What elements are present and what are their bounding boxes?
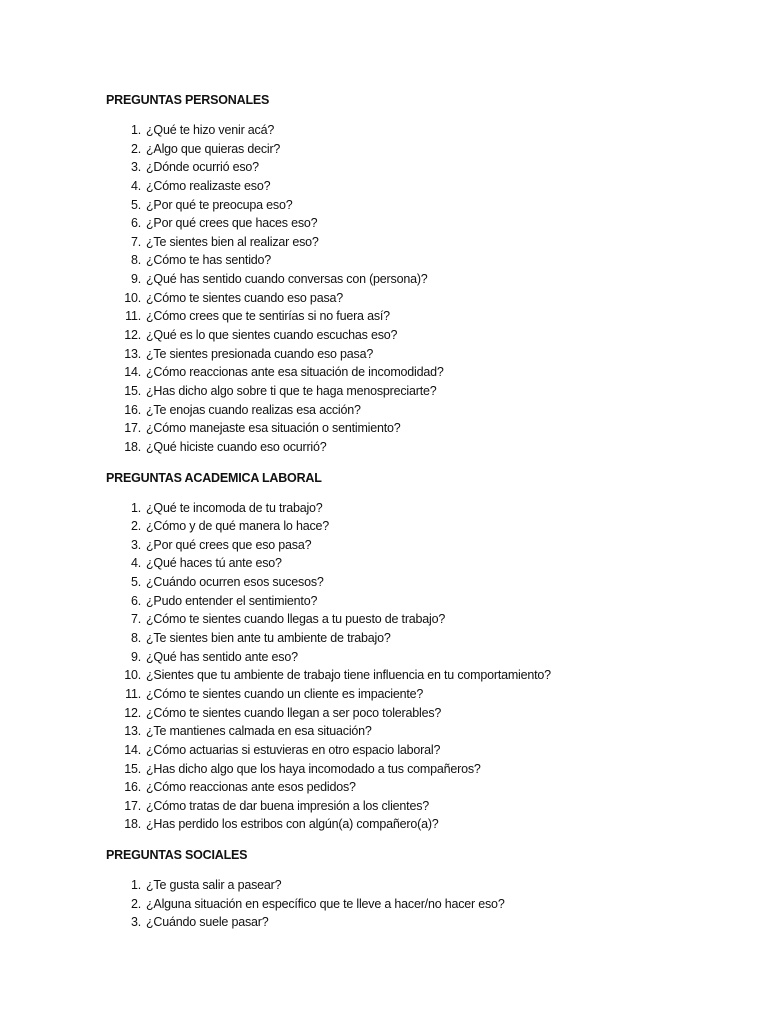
- question-number: 9.: [130, 272, 141, 287]
- list-item: [106, 196, 726, 215]
- question-text: ¿Dónde ocurrió eso?: [146, 160, 259, 175]
- question-number: 2.: [130, 896, 141, 911]
- list-item: [106, 233, 726, 252]
- question-number: 9.: [130, 649, 141, 664]
- list-item: [106, 876, 726, 895]
- question-number: 17.: [124, 798, 141, 813]
- question-text: ¿Cómo y de qué manera lo hace?: [146, 519, 329, 534]
- question-text: ¿Has dicho algo que los haya incomodado a tus compañeros?: [146, 761, 481, 776]
- question-text: ¿Te sientes bien al realizar eso?: [146, 234, 319, 249]
- question-number: 4.: [130, 556, 141, 571]
- question-number: 10.: [124, 668, 141, 683]
- question-number: 3.: [130, 537, 141, 552]
- question-number: 5.: [130, 197, 141, 212]
- question-text: ¿Te sientes bien ante tu ambiente de trabajo?: [146, 631, 391, 646]
- question-text: ¿Has perdido los estribos con algún(a) compañero(a)?: [146, 817, 439, 832]
- list-item: [106, 722, 726, 741]
- list-item: [106, 382, 726, 401]
- question-number: 16.: [124, 402, 141, 417]
- list-item: [106, 401, 726, 420]
- question-text: ¿Cuándo suele pasar?: [146, 915, 269, 930]
- question-text: ¿Qué has sentido ante eso?: [146, 649, 298, 664]
- question-number: 4.: [130, 178, 141, 193]
- question-text: ¿Te sientes presionada cuando eso pasa?: [146, 346, 374, 361]
- question-text: ¿Qué haces tú ante eso?: [146, 556, 282, 571]
- section-title-sociales: PREGUNTAS SOCIALES: [106, 848, 248, 863]
- list-item: [106, 913, 726, 932]
- question-number: 12.: [124, 328, 141, 343]
- question-text: ¿Cómo te sientes cuando eso pasa?: [146, 290, 343, 305]
- question-number: 6.: [130, 216, 141, 231]
- question-text: ¿Cómo realizaste eso?: [146, 178, 271, 193]
- question-text: ¿Has dicho algo sobre ti que te haga menospreciarte?: [146, 383, 437, 398]
- question-number: 13.: [124, 724, 141, 739]
- section-title-academica-laboral: PREGUNTAS ACADEMICA LABORAL: [106, 470, 322, 485]
- question-number: 7.: [130, 234, 141, 249]
- list-item: [106, 289, 726, 308]
- question-text: ¿Sientes que tu ambiente de trabajo tiene influencia en tu comportamiento?: [146, 668, 551, 683]
- question-number: 1.: [130, 878, 141, 893]
- question-number: 3.: [130, 915, 141, 930]
- question-text: ¿Qué es lo que sientes cuando escuchas eso?: [146, 328, 398, 343]
- list-item: [106, 610, 726, 629]
- question-number: 1.: [130, 500, 141, 515]
- question-text: ¿Por qué crees que haces eso?: [146, 216, 318, 231]
- question-text: ¿Qué te hizo venir acá?: [146, 123, 275, 137]
- list-item: [106, 326, 726, 345]
- list-item: [106, 760, 726, 779]
- section-title-personales: PREGUNTAS PERSONALES: [106, 93, 270, 107]
- question-text: ¿Cómo tratas de dar buena impresión a los clientes?: [146, 798, 430, 813]
- question-text: ¿Te mantienes calmada en esa situación?: [146, 724, 372, 739]
- list-item: [106, 629, 726, 648]
- list-item: [106, 251, 726, 270]
- question-text: ¿Qué te incomoda de tu trabajo?: [146, 500, 323, 515]
- list-item: [106, 895, 726, 914]
- list-item: [106, 177, 726, 196]
- list-item: [106, 573, 726, 592]
- question-text: ¿Por qué te preocupa eso?: [146, 197, 293, 212]
- question-number: 16.: [124, 780, 141, 795]
- question-text: ¿Te gusta salir a pasear?: [146, 878, 282, 893]
- list-item: [106, 704, 726, 723]
- list-item: [106, 741, 726, 760]
- question-list-sociales: [106, 876, 726, 932]
- list-item: [106, 140, 726, 159]
- question-text: ¿Te enojas cuando realizas esa acción?: [146, 402, 361, 417]
- question-text: ¿Cómo manejaste esa situación o sentimiento?: [146, 421, 401, 436]
- list-item: [106, 499, 726, 518]
- list-item: [106, 270, 726, 289]
- question-number: 14.: [124, 365, 141, 380]
- question-text: ¿Cómo te sientes cuando un cliente es impaciente?: [146, 686, 424, 701]
- question-text: ¿Qué has sentido cuando conversas con (persona)?: [146, 272, 428, 287]
- question-text: ¿Por qué crees que eso pasa?: [146, 537, 312, 552]
- list-item: [106, 158, 726, 177]
- list-item: [106, 554, 726, 573]
- question-text: ¿Algo que quieras decir?: [146, 141, 281, 156]
- list-item: [106, 815, 726, 834]
- list-item: [106, 345, 726, 364]
- list-item: [106, 121, 726, 140]
- question-number: 8.: [130, 253, 141, 268]
- list-item: [106, 307, 726, 326]
- question-text: ¿Cómo actuarias si estuvieras en otro espacio laboral?: [146, 742, 441, 757]
- question-number: 8.: [130, 631, 141, 646]
- list-item: [106, 517, 726, 536]
- question-list-academica-laboral: [106, 499, 726, 835]
- question-number: 17.: [124, 421, 141, 436]
- list-item: [106, 214, 726, 233]
- question-number: 1.: [130, 123, 141, 137]
- list-item: [106, 363, 726, 382]
- question-number: 13.: [124, 346, 141, 361]
- question-list-personales: [106, 121, 726, 457]
- question-number: 7.: [130, 612, 141, 627]
- question-number: 11.: [125, 309, 141, 324]
- list-item: [106, 536, 726, 555]
- question-number: 5.: [130, 575, 141, 590]
- question-number: 12.: [124, 705, 141, 720]
- list-item: [106, 666, 726, 685]
- list-item: [106, 778, 726, 797]
- question-text: ¿Cómo crees que te sentirías si no fuera así?: [146, 309, 390, 324]
- question-text: ¿Cómo te sientes cuando llegas a tu puesto de trabajo?: [146, 612, 446, 627]
- question-number: 2.: [130, 141, 141, 156]
- list-item: [106, 592, 726, 611]
- list-item: [106, 685, 726, 704]
- question-number: 15.: [124, 383, 141, 398]
- question-text: ¿Cómo reaccionas ante esos pedidos?: [146, 780, 356, 795]
- list-item: [106, 419, 726, 438]
- question-number: 3.: [130, 160, 141, 175]
- question-number: 15.: [124, 761, 141, 776]
- question-text: ¿Cómo reaccionas ante esa situación de incomodidad?: [146, 365, 444, 380]
- question-text: ¿Cuándo ocurren esos sucesos?: [146, 575, 324, 590]
- document-content: [106, 91, 726, 944]
- list-item: [106, 438, 726, 457]
- list-item: [106, 797, 726, 816]
- question-number: 6.: [130, 593, 141, 608]
- question-text: ¿Cómo te has sentido?: [146, 253, 272, 268]
- question-text: ¿Alguna situación en específico que te lleve a hacer/no hacer eso?: [146, 896, 505, 911]
- question-number: 2.: [130, 519, 141, 534]
- question-number: 18.: [124, 817, 141, 832]
- question-number: 11.: [125, 686, 141, 701]
- question-number: 10.: [124, 290, 141, 305]
- question-number: 14.: [124, 742, 141, 757]
- question-text: ¿Pudo entender el sentimiento?: [146, 593, 318, 608]
- question-text: ¿Cómo te sientes cuando llegan a ser poco tolerables?: [146, 705, 442, 720]
- question-text: ¿Qué hiciste cuando eso ocurrió?: [146, 439, 327, 454]
- question-number: 18.: [124, 439, 141, 454]
- list-item: [106, 648, 726, 667]
